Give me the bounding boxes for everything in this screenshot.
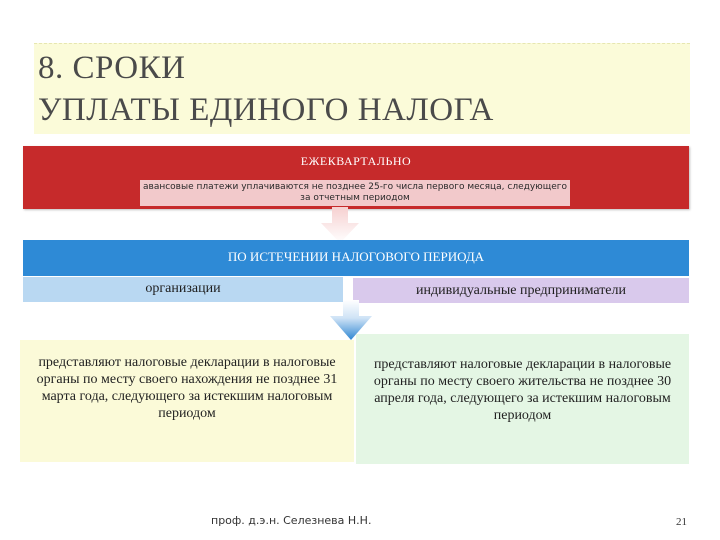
entrepreneurs-header: индивидуальные предприниматели [353,278,689,303]
quarterly-note: авансовые платежи уплачиваются не позднее 25-го числа первого месяца, следующего за отчетным периодом [140,180,570,206]
entrepreneurs-panel [356,334,689,464]
period-end-label: ПО ИСТЕЧЕНИИ НАЛОГОВОГО ПЕРИОДА [227,249,485,264]
organizations-header: организации [23,277,343,302]
slide-title-line-1: 8. СРОКИ [38,50,186,86]
organizations-panel [20,340,354,462]
slide-title-line-2: УПЛАТЫ ЕДИНОГО НАЛОГА [38,92,494,128]
organizations-text: представляют налоговые декларации в налоговые органы по месту своего нахождения не позднее 31 марта года, следующего за истекшим налоговым периодом [36,355,338,421]
period-end-bar [23,240,689,276]
footer-author: проф. д.э.н. Селезнева Н.Н. [211,514,372,527]
quarterly-label: ЕЖЕКВАРТАЛЬНО [300,154,412,168]
page-number: 21 [676,516,687,528]
entrepreneurs-text: представляют налоговые декларации в налоговые органы по месту своего жительства не позднее 30 апреля года, следующего за истекшим налоговым периодом [373,357,672,423]
down-arrow-red-icon [321,207,359,243]
title-box [34,43,690,134]
